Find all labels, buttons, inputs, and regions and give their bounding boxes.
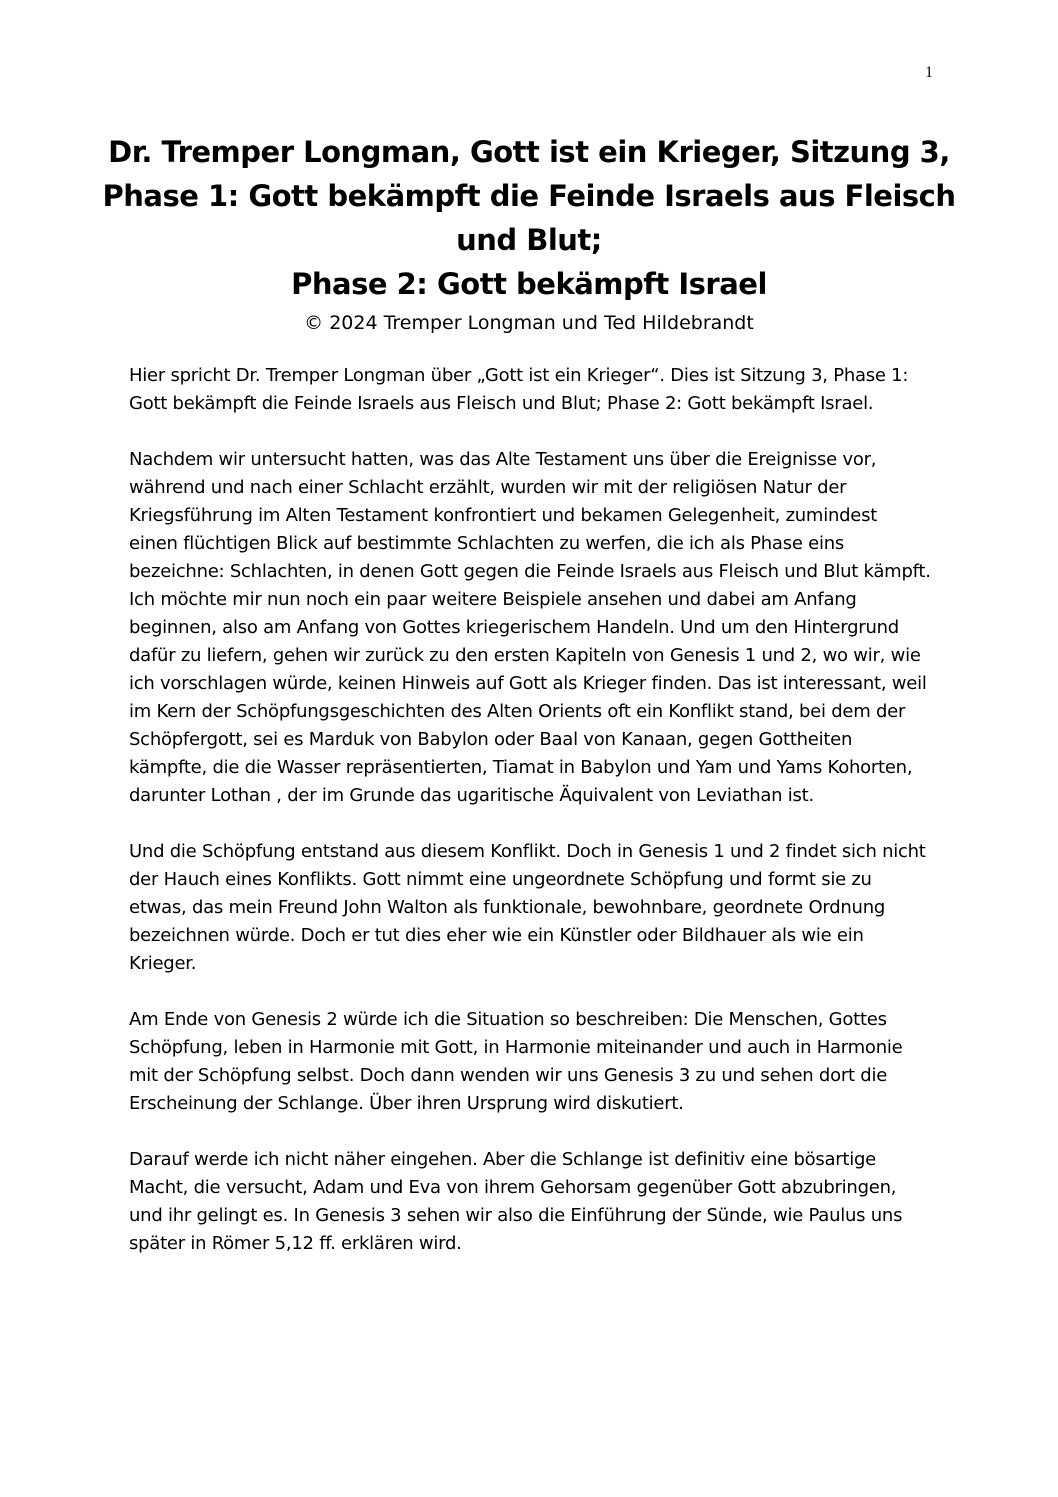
document-title-line-1: Dr. Tremper Longman, Gott ist ein Krieger, Sitzung 3, xyxy=(108,135,950,169)
copyright-notice: © 2024 Tremper Longman und Ted Hildebrandt xyxy=(304,312,754,334)
paragraph-phase-one: Nachdem wir untersucht hatten, was das Alte Testament uns über die Ereignisse vor, während und nach einer Schlacht erzählt, wurden wir mit der religiösen Natur der Kriegsführung im Alten Testament konfrontiert und bekamen Gelegenheit, zumindest einen flüchtigen Blick auf bestimmte Schlachten zu werfen, die ich als Phase eins bezeichne: Schlachten, in denen Gott gegen die Feinde Israels aus Fleisch und Blut kämpft. Ich möchte mir nun noch ein paar weitere Beispiele ansehen und dabei am Anfang beginnen, also am Anfang von Gottes kriegerischem Handeln. Und um den Hintergrund dafür zu liefern, gehen wir zurück zu den ersten Kapiteln von Genesis 1 und 2, wo wir, wie ich vorschlagen würde, keinen Hinweis auf Gott als Krieger finden. Das ist interessant, weil im Kern der Schöpfungsgeschichten des Alten Orients oft ein Konflikt stand, bei dem der Schöpfergott, sei es Marduk von Babylon oder Baal von Kanaan, gegen Gottheiten kämpfte, die die Wasser repräsentierten, Tiamat in Babylon und Yam und Yams Kohorten, darunter Lothan , der im Grunde das ugaritische Äquivalent von Leviathan ist. xyxy=(129,449,931,806)
document-title-line-4: Phase 2: Gott bekämpft Israel xyxy=(291,267,767,301)
document-body xyxy=(129,362,931,1286)
document-header xyxy=(100,130,958,336)
paragraph-intro: Hier spricht Dr. Tremper Longman über „Gott ist ein Krieger“. Dies ist Sitzung 3, Phase 1: Gott bekämpft die Feinde Israels aus Fleisch und Blut; Phase 2: Gott bekämpft Israel. xyxy=(129,365,909,414)
document-title-line-3: und Blut; xyxy=(456,223,602,257)
paragraph-serpent: Darauf werde ich nicht näher eingehen. Aber die Schlange ist definitiv eine bösartige Macht, die versucht, Adam und Eva von ihrem Gehorsam gegenüber Gott abzubringen, und ihr gelingt es. In Genesis 3 sehen wir also die Einführung der Sünde, wie Paulus uns später in Römer 5,12 ff. erklären wird. xyxy=(129,1149,903,1254)
paragraph-creation: Und die Schöpfung entstand aus diesem Konflikt. Doch in Genesis 1 und 2 findet sich nicht der Hauch eines Konflikts. Gott nimmt eine ungeordnete Schöpfung und formt sie zu etwas, das mein Freund John Walton als funktionale, bewohnbare, geordnete Ordnung bezeichnen würde. Doch er tut dies eher wie ein Künstler oder Bildhauer als wie ein Krieger. xyxy=(129,841,926,974)
document-title-line-2: Phase 1: Gott bekämpft die Feinde Israels aus Fleisch xyxy=(102,179,956,213)
paragraph-genesis-two: Am Ende von Genesis 2 würde ich die Situation so beschreiben: Die Menschen, Gottes Schöpfung, leben in Harmonie mit Gott, in Harmonie miteinander und auch in Harmonie mit der Schöpfung selbst. Doch dann wenden wir uns Genesis 3 zu und sehen dort die Erscheinung der Schlange. Über ihren Ursprung wird diskutiert. xyxy=(129,1009,903,1114)
page-number: 1 xyxy=(925,64,933,81)
